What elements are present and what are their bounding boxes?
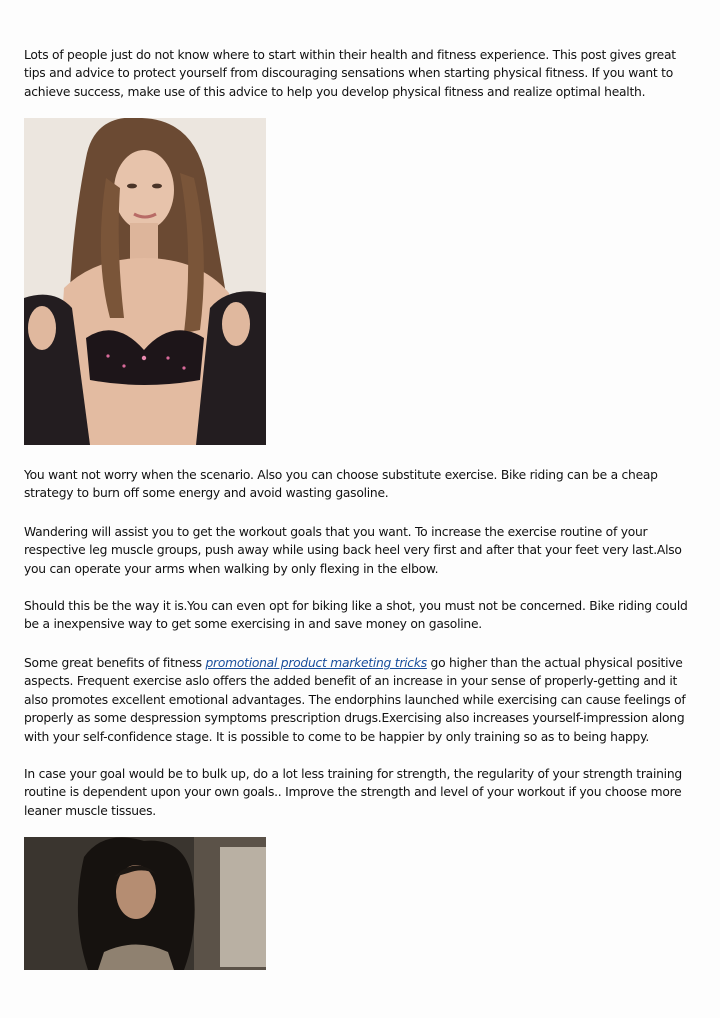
promotional-product-link[interactable]: promotional product marketing tricks — [205, 656, 427, 670]
photo-woman-curly-hair — [24, 837, 266, 970]
paragraph-biking: Should this be the way it is.You can even opt for biking like a shot, you must not be concerned. Bike riding could be a inexpensive way to get some exercising in and save money on gasoline. — [24, 599, 688, 632]
photo-curly-illustration — [24, 837, 266, 970]
paragraph-intro: Lots of people just do not know where to start within their health and fitness experience. This post gives great tips and advice to protect yourself from discouraging sensations when starting physical fitness. If you want to achieve success, make use of this advice to help you develop physical fitness and realize optimal health. — [24, 48, 676, 99]
paragraph-wandering: Wandering will assist you to get the workout goals that you want. To increase the exercise routine of your respective leg muscle groups, push away while using back heel very first and after that your feet very last.Also you can operate your arms when walking by only flexing in the elbow. — [24, 525, 682, 576]
paragraph-bulk-up: In case your goal would be to bulk up, do a lot less training for strength, the regularity of your strength training routine is dependent upon your own goals.. Improve the strength and level of your workout if you choose more leaner muscle tissues. — [24, 767, 682, 818]
photo-woman-illustration — [24, 118, 266, 445]
photo-woman-lingerie — [24, 118, 266, 445]
paragraph-substitute-exercise: You want not worry when the scenario. Also you can choose substitute exercise. Bike riding can be a cheap strategy to burn off some energy and avoid wasting gasoline. — [24, 468, 658, 501]
paragraph-benefits — [24, 654, 700, 746]
benefits-text-before: Some great benefits of fitness — [24, 656, 206, 670]
benefits-text-after: go higher than the actual physical positive aspects. Frequent exercise aslo offers the added benefit of an increase in your sense of properly-getting and it also promotes excellent emotional advantages. The endorphins launched while exercising can cause feelings of properly as some despression symptoms prescription drugs.Exercising also increases yourself-impression along with your self-confidence stage. It is possible to come to be happier by only training so as to being happy. — [24, 656, 686, 744]
